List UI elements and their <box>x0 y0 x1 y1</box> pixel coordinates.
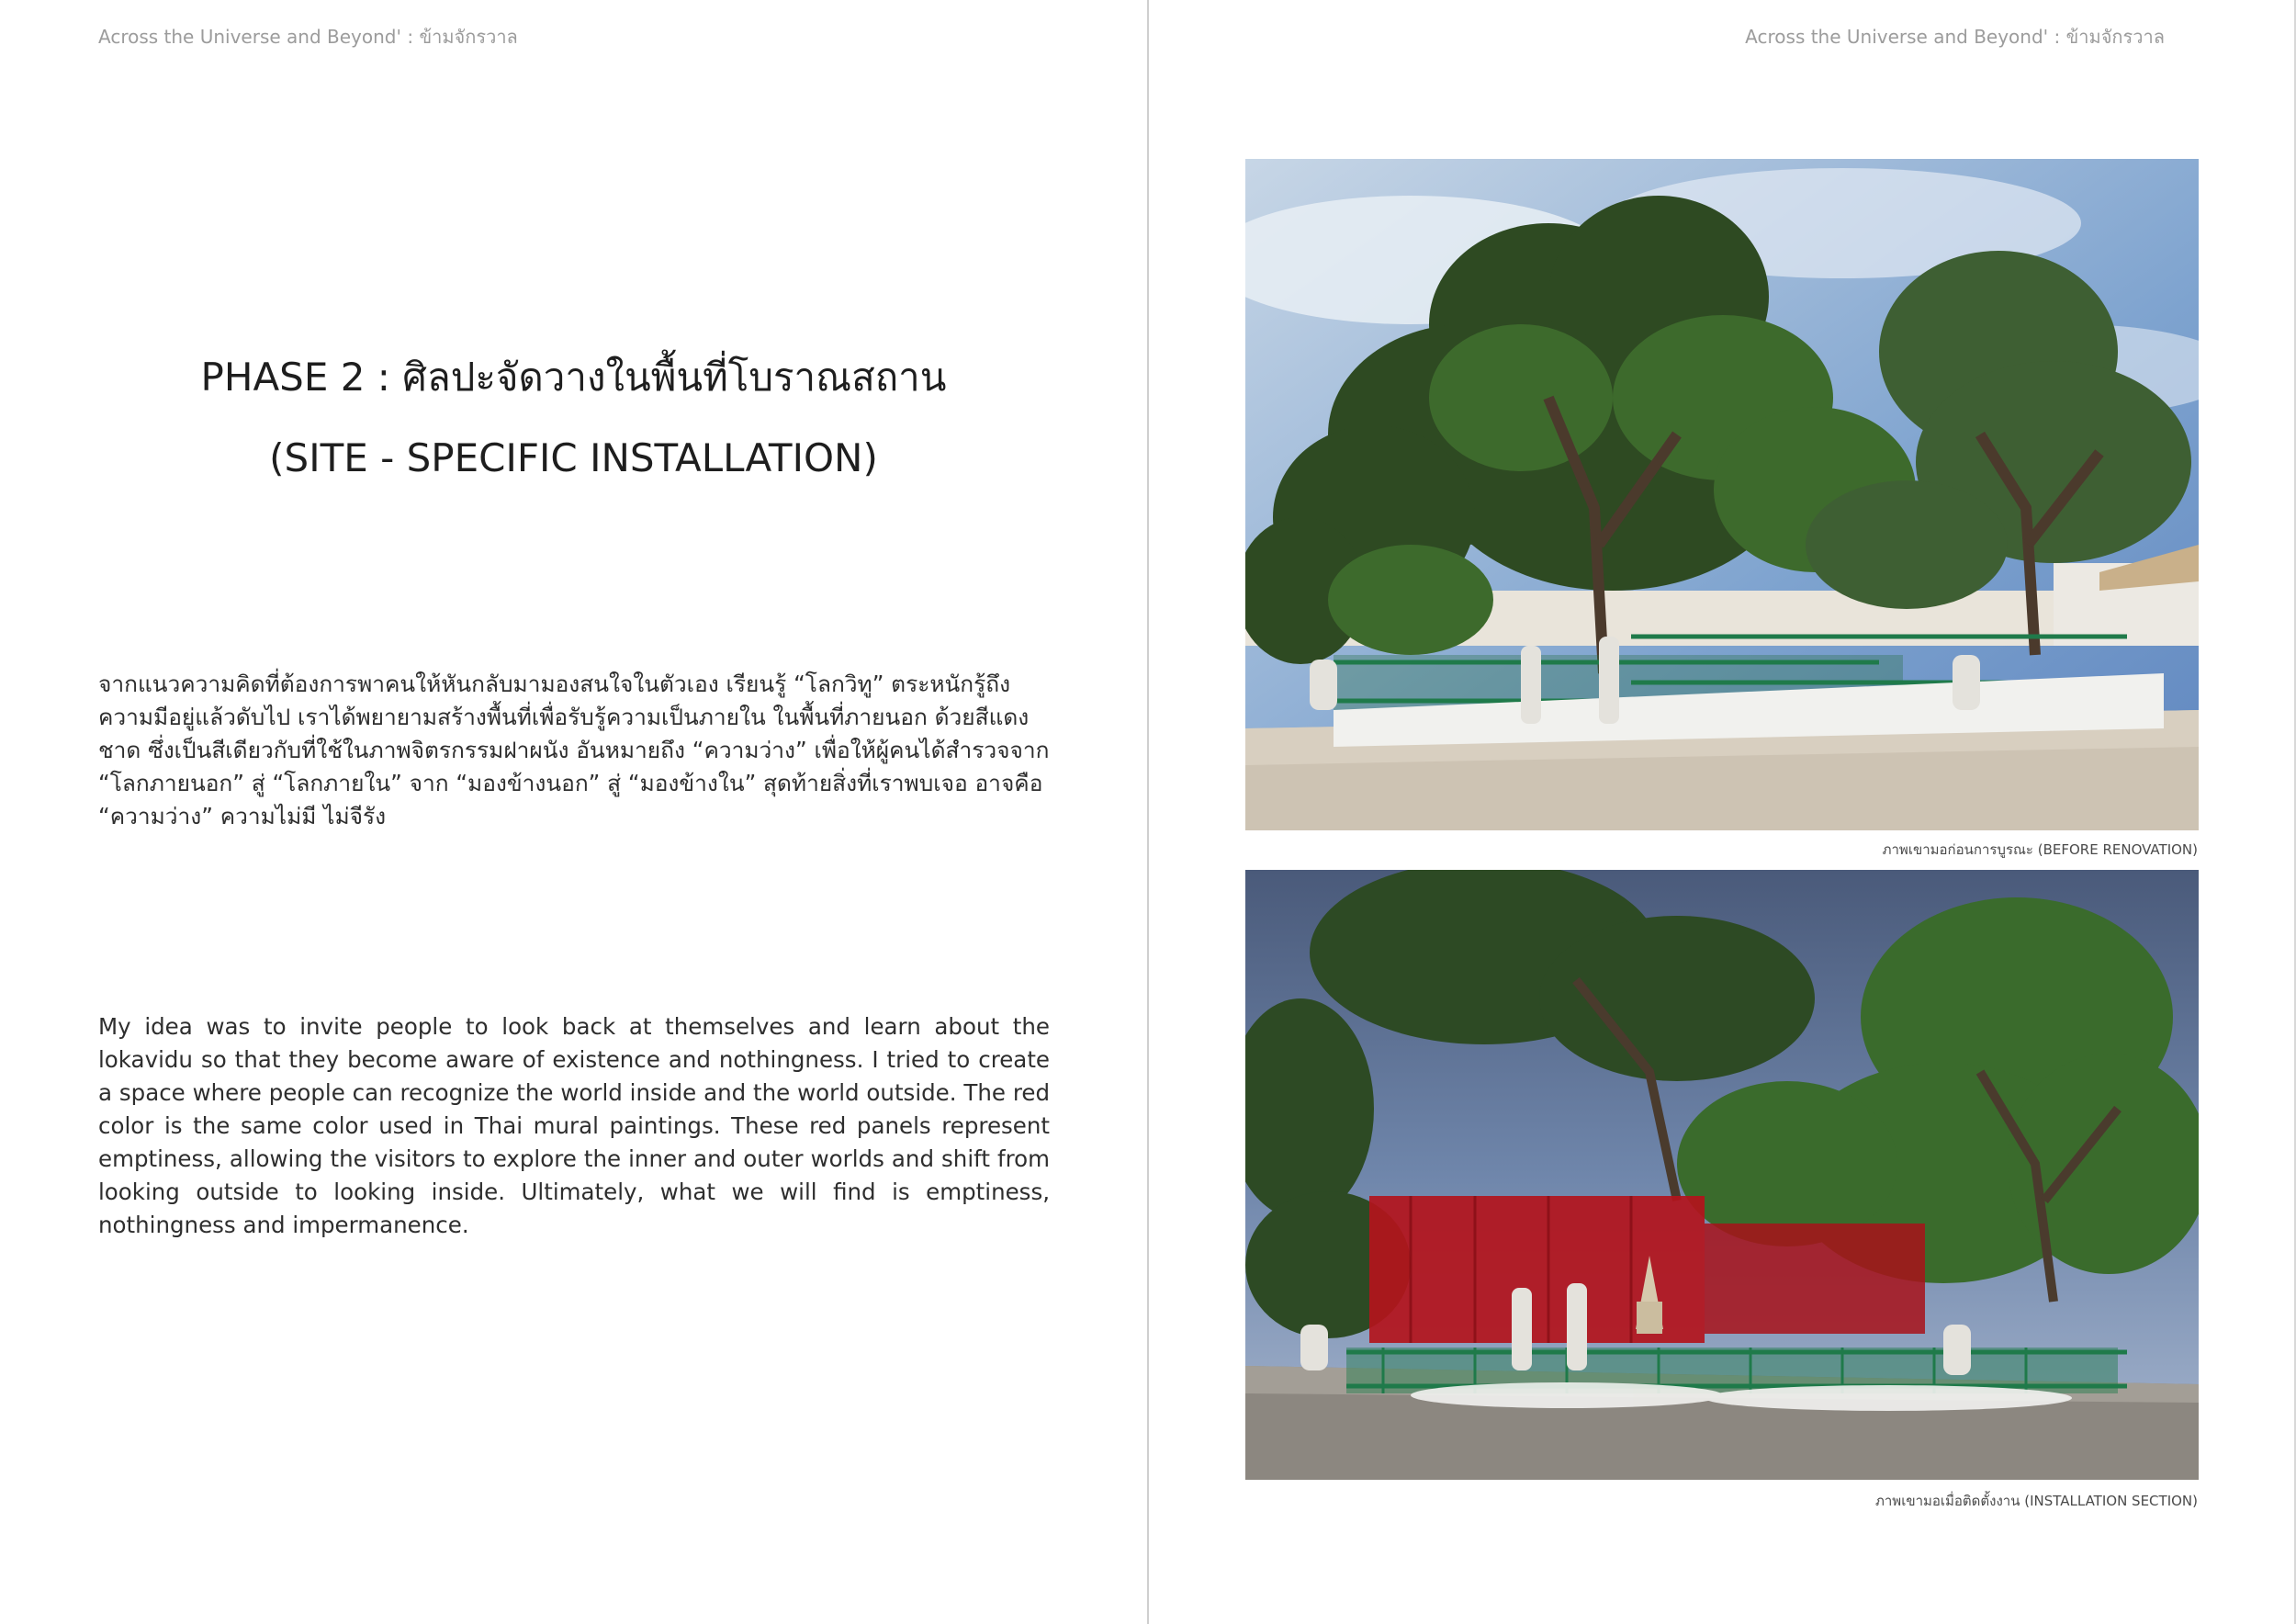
garden-photo-installation <box>1245 870 2199 1480</box>
left-page <box>0 0 1147 1624</box>
phase-heading: PHASE 2 : ศิลปะจัดวางในพื้นที่โบราณสถาน <box>200 355 947 400</box>
thai-paragraph: จากแนวความคิดที่ต้องการพาคนให้หันกลับมามองสนใจในตัวเอง เรียนรู้ “โลกวิทู” ตระหนักรู้ถึงความมีอยู่แล้วดับไป เราได้พยายามสร้างพื้นที่เพื่อรับรู้ความเป็นภายใน ในพื้นที่ภายนอก ด้วยสีแดงชาด ซึ่งเป็นสีเดียวกับที่ใช้ในภาพจิตรกรรมฝาผนัง อันหมายถึง “ความว่าง” เพื่อให้ผู้คนได้สำรวจจาก “โลกภายนอก” สู่ “โลกภายใน” จาก “มองข้างนอก” สู่ “มองข้างใน” สุดท้ายสิ่งที่เราพบเจอ อาจคือ “ความว่าง” ความไม่มี ไม่จีรัง <box>98 671 1050 829</box>
photo-installation <box>1245 870 2199 1480</box>
phase-subheading: (SITE - SPECIFIC INSTALLATION) <box>269 435 878 480</box>
photo-before-renovation <box>1245 159 2199 830</box>
photo-caption-before: ภาพเขามอก่อนการบูรณะ (BEFORE RENOVATION) <box>1882 841 2198 858</box>
photo-caption-installation: ภาพเขามอเมื่อติดตั้งงาน (INSTALLATION SECTION) <box>1875 1493 2198 1509</box>
running-head: Across the Universe and Beyond' : ข้ามจักรวาล <box>98 26 518 48</box>
garden-photo-before <box>1245 159 2199 830</box>
running-head: Across the Universe and Beyond' : ข้ามจักรวาล <box>1745 26 2165 48</box>
english-paragraph: My idea was to invite people to look back at themselves and learn about the lokavidu so that they become aware of existence and nothingness. I tried to create a space where people can recognize the world inside and the world outside. The red color is the same color used in Thai mural paintings. These red panels represent emptiness, allowing the visitors to explore the inner and outer worlds and shift from looking outside to looking inside. Ultimately, what we will find is emptiness, nothingness and impermanence. <box>98 1013 1050 1238</box>
right-page <box>1149 0 2296 1624</box>
